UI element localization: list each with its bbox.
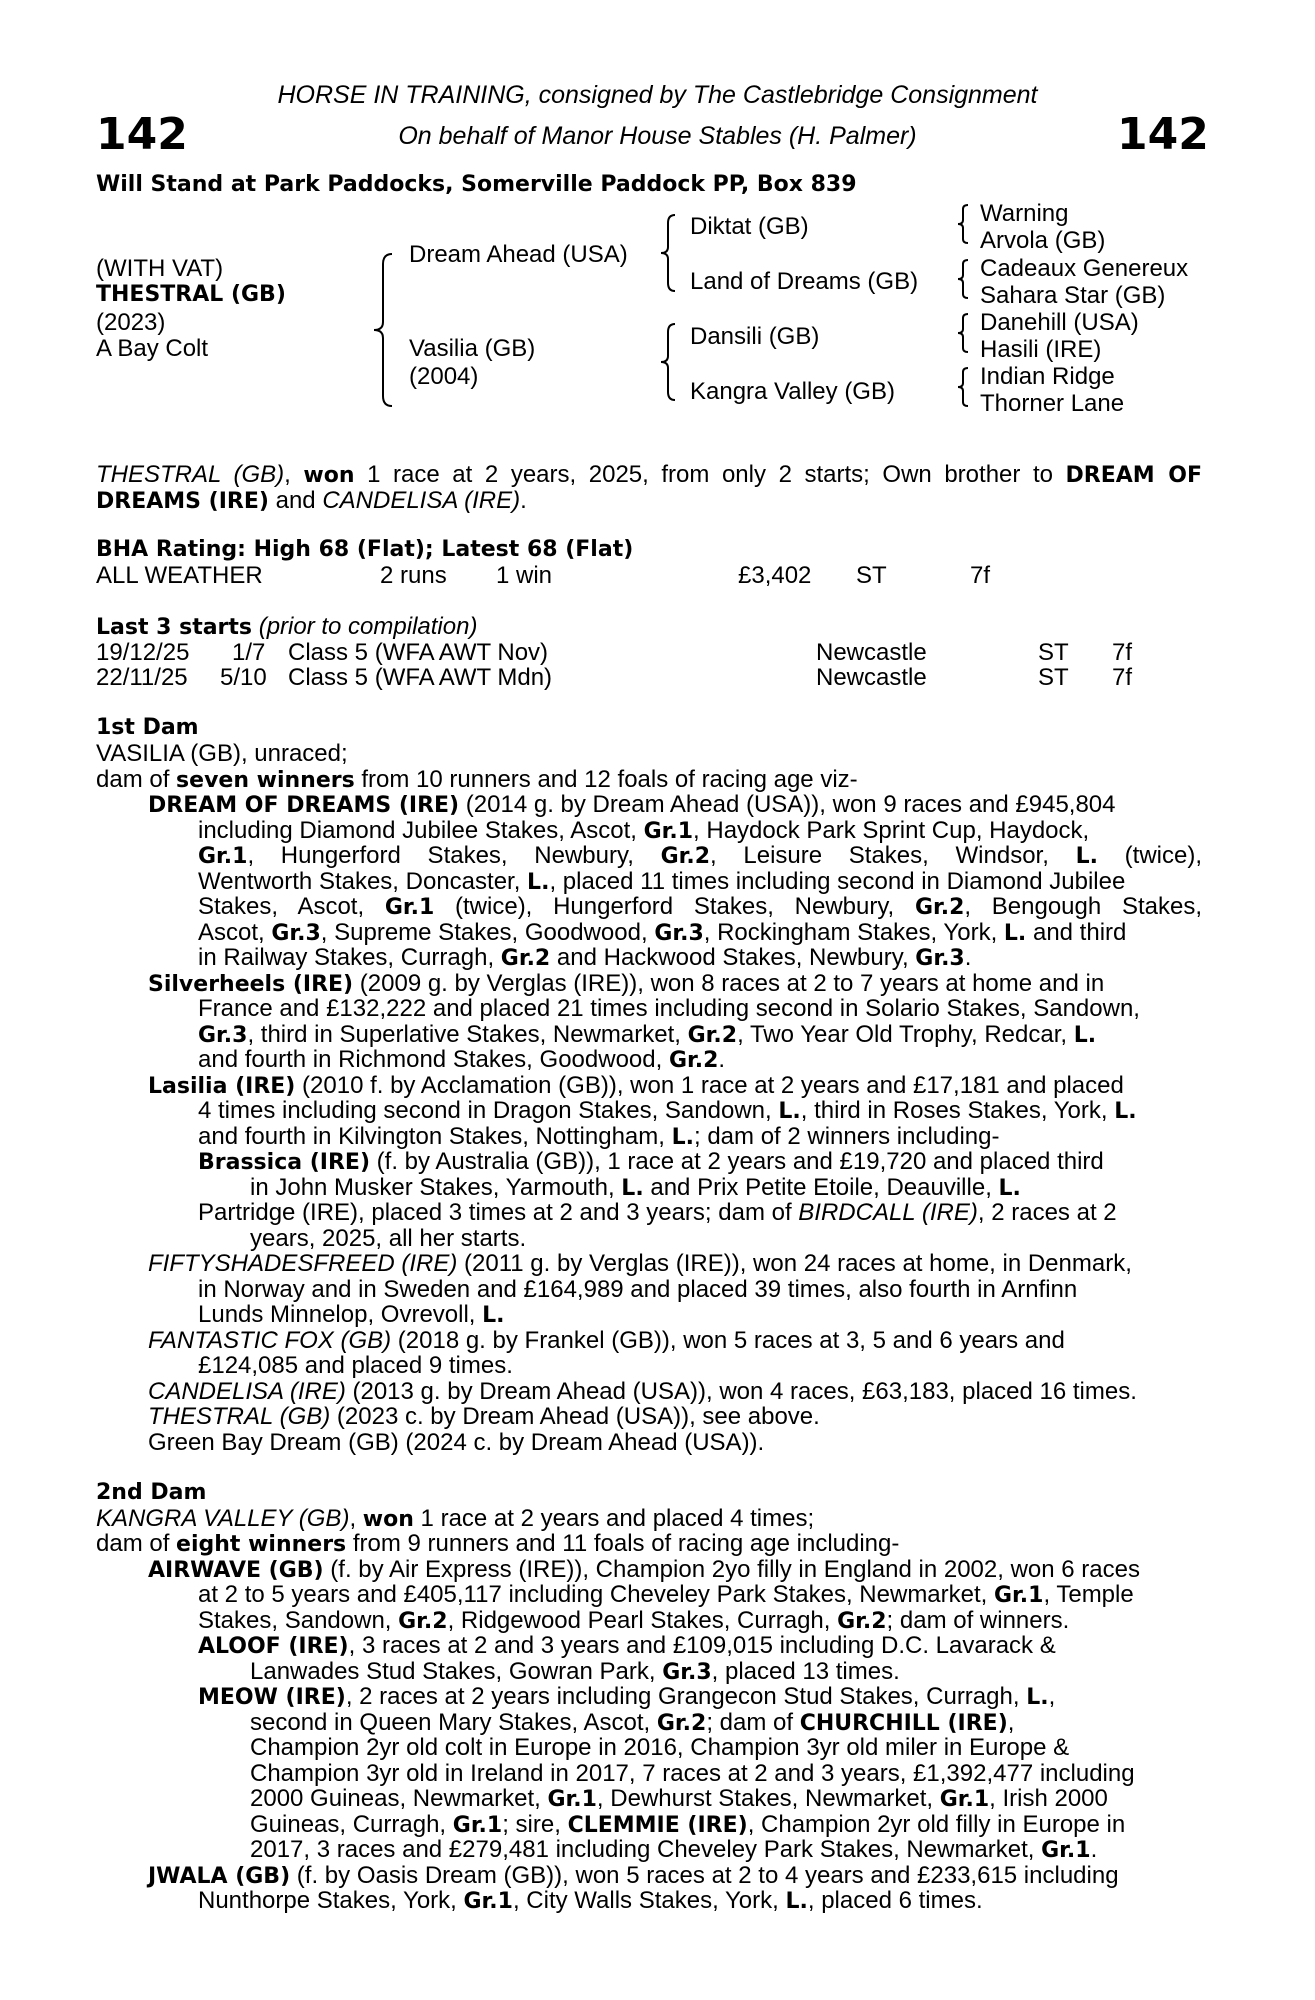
rating-prize: £3,402 [738, 562, 812, 589]
start-row-1-race: Class 5 (WFA AWT Nov) [288, 639, 549, 666]
pedigree-g5: Danehill (USA) [980, 309, 1139, 336]
pedigree-brace [372, 252, 394, 408]
g-brace-3 [956, 312, 970, 354]
dam2-heading: 2nd Dam [96, 1480, 207, 1505]
pedigree-dam-year: (2004) [409, 363, 479, 390]
pedigree-dam-dam: Kangra Valley (GB) [690, 378, 895, 405]
pedigree-g7: Indian Ridge [980, 363, 1115, 390]
dam1-line1: VASILIA (GB), unraced; [96, 740, 348, 767]
start-row-2-course: Newcastle [816, 664, 927, 691]
summary-brother-2: CANDELISA (IRE) [322, 487, 521, 515]
dam2-line1: KANGRA VALLEY (GB), won 1 race at 2 years and placed 4 times; [96, 1505, 815, 1532]
produce-name: DREAM OF DREAMS (IRE) [148, 793, 460, 818]
g-brace-1 [956, 203, 970, 245]
last-starts-heading-line [96, 614, 477, 641]
pedigree-g6: Hasili (IRE) [980, 336, 1102, 363]
summary-brother-1: DREAM OF DREAMS (IRE) [96, 463, 1202, 515]
pedigree-sire: Dream Ahead (USA) [409, 241, 628, 268]
summary-horse-name: THESTRAL (GB) [96, 461, 285, 488]
lot-number-left: 142 [96, 109, 188, 160]
pedigree-g2: Arvola (GB) [980, 227, 1106, 254]
horse-name: THESTRAL (GB) [96, 282, 286, 307]
pedigree-g3: Cadeaux Genereux [980, 255, 1189, 282]
start-row-2-date: 22/11/25 [96, 664, 188, 691]
start-row-1-pos: 1/7 [232, 639, 266, 666]
summary-won: won [303, 463, 355, 488]
start-row-2-pos: 5/10 [220, 664, 267, 691]
start-row-1-date: 19/12/25 [96, 639, 190, 666]
dam1-heading: 1st Dam [96, 715, 199, 740]
last-starts-heading: Last 3 starts [96, 615, 253, 640]
rating-surface: ALL WEATHER [96, 562, 263, 589]
g-brace-4 [956, 366, 970, 408]
start-row-2-going: ST [1038, 664, 1069, 691]
pedigree-sire-dam: Land of Dreams (GB) [690, 268, 919, 295]
pedigree-g4: Sahara Star (GB) [980, 282, 1166, 309]
rating-distance: 7f [970, 562, 991, 589]
header-title-stables: On behalf of Manor House Stables (H. Palmer) [398, 122, 917, 150]
produce-thestral: THESTRAL (GB) (2023 c. by Dream Ahead (USA)), see above. [148, 1403, 820, 1430]
produce-candelisa: CANDELISA (IRE) (2013 g. by Dream Ahead (USA)), won 4 races, £63,183, placed 16 times. [148, 1378, 1137, 1405]
rating-wins: 1 win [496, 562, 553, 589]
summary-comma: , [284, 461, 304, 488]
start-row-2-dist: 7f [1112, 664, 1133, 691]
start-row-1-course: Newcastle [816, 639, 927, 666]
dam2-line2: dam of eight winners from 9 runners and 11 foals of racing age including- [96, 1530, 900, 1557]
horse-description: A Bay Colt [96, 335, 209, 362]
start-row-2-race: Class 5 (WFA AWT Mdn) [288, 664, 553, 691]
dam1-line2: dam of seven winners from 10 runners and 12 foals of racing age viz- [96, 766, 858, 793]
horse-year: (2023) [96, 309, 166, 336]
sire-brace [659, 213, 677, 293]
summary-paragraph: THESTRAL (GB), won 1 race at 2 years, 2025, from only 2 starts; Own brother to DREAM OF DREAMS (IRE) and CANDELISA (IRE). [96, 461, 1202, 515]
stable-info: Will Stand at Park Paddocks, Somerville Paddock PP, Box 839 [96, 172, 857, 197]
horse-vat: (WITH VAT) [96, 255, 224, 282]
start-row-1-going: ST [1038, 639, 1069, 666]
pedigree-g8: Thorner Lane [980, 390, 1125, 417]
rating-heading: BHA Rating: High 68 (Flat); Latest 68 (Flat) [96, 537, 634, 562]
pedigree-sire-sire: Diktat (GB) [690, 213, 809, 240]
produce-green-bay-dream: Green Bay Dream (GB) (2024 c. by Dream Ahead (USA)). [148, 1429, 765, 1456]
last-starts-note: (prior to compilation) [258, 613, 478, 640]
rating-going: ST [856, 562, 887, 589]
dam-brace [659, 322, 677, 402]
pedigree-g1: Warning [980, 200, 1069, 227]
rating-runs: 2 runs [380, 562, 447, 589]
pedigree-dam-sire: Dansili (GB) [690, 323, 820, 350]
header-title-consignor: HORSE IN TRAINING, consigned by The Castlebridge Consignment [277, 81, 1038, 109]
start-row-1-dist: 7f [1112, 639, 1133, 666]
lot-number-right: 142 [1117, 109, 1209, 160]
g-brace-2 [956, 258, 970, 300]
pedigree-dam: Vasilia (GB) [409, 335, 536, 362]
